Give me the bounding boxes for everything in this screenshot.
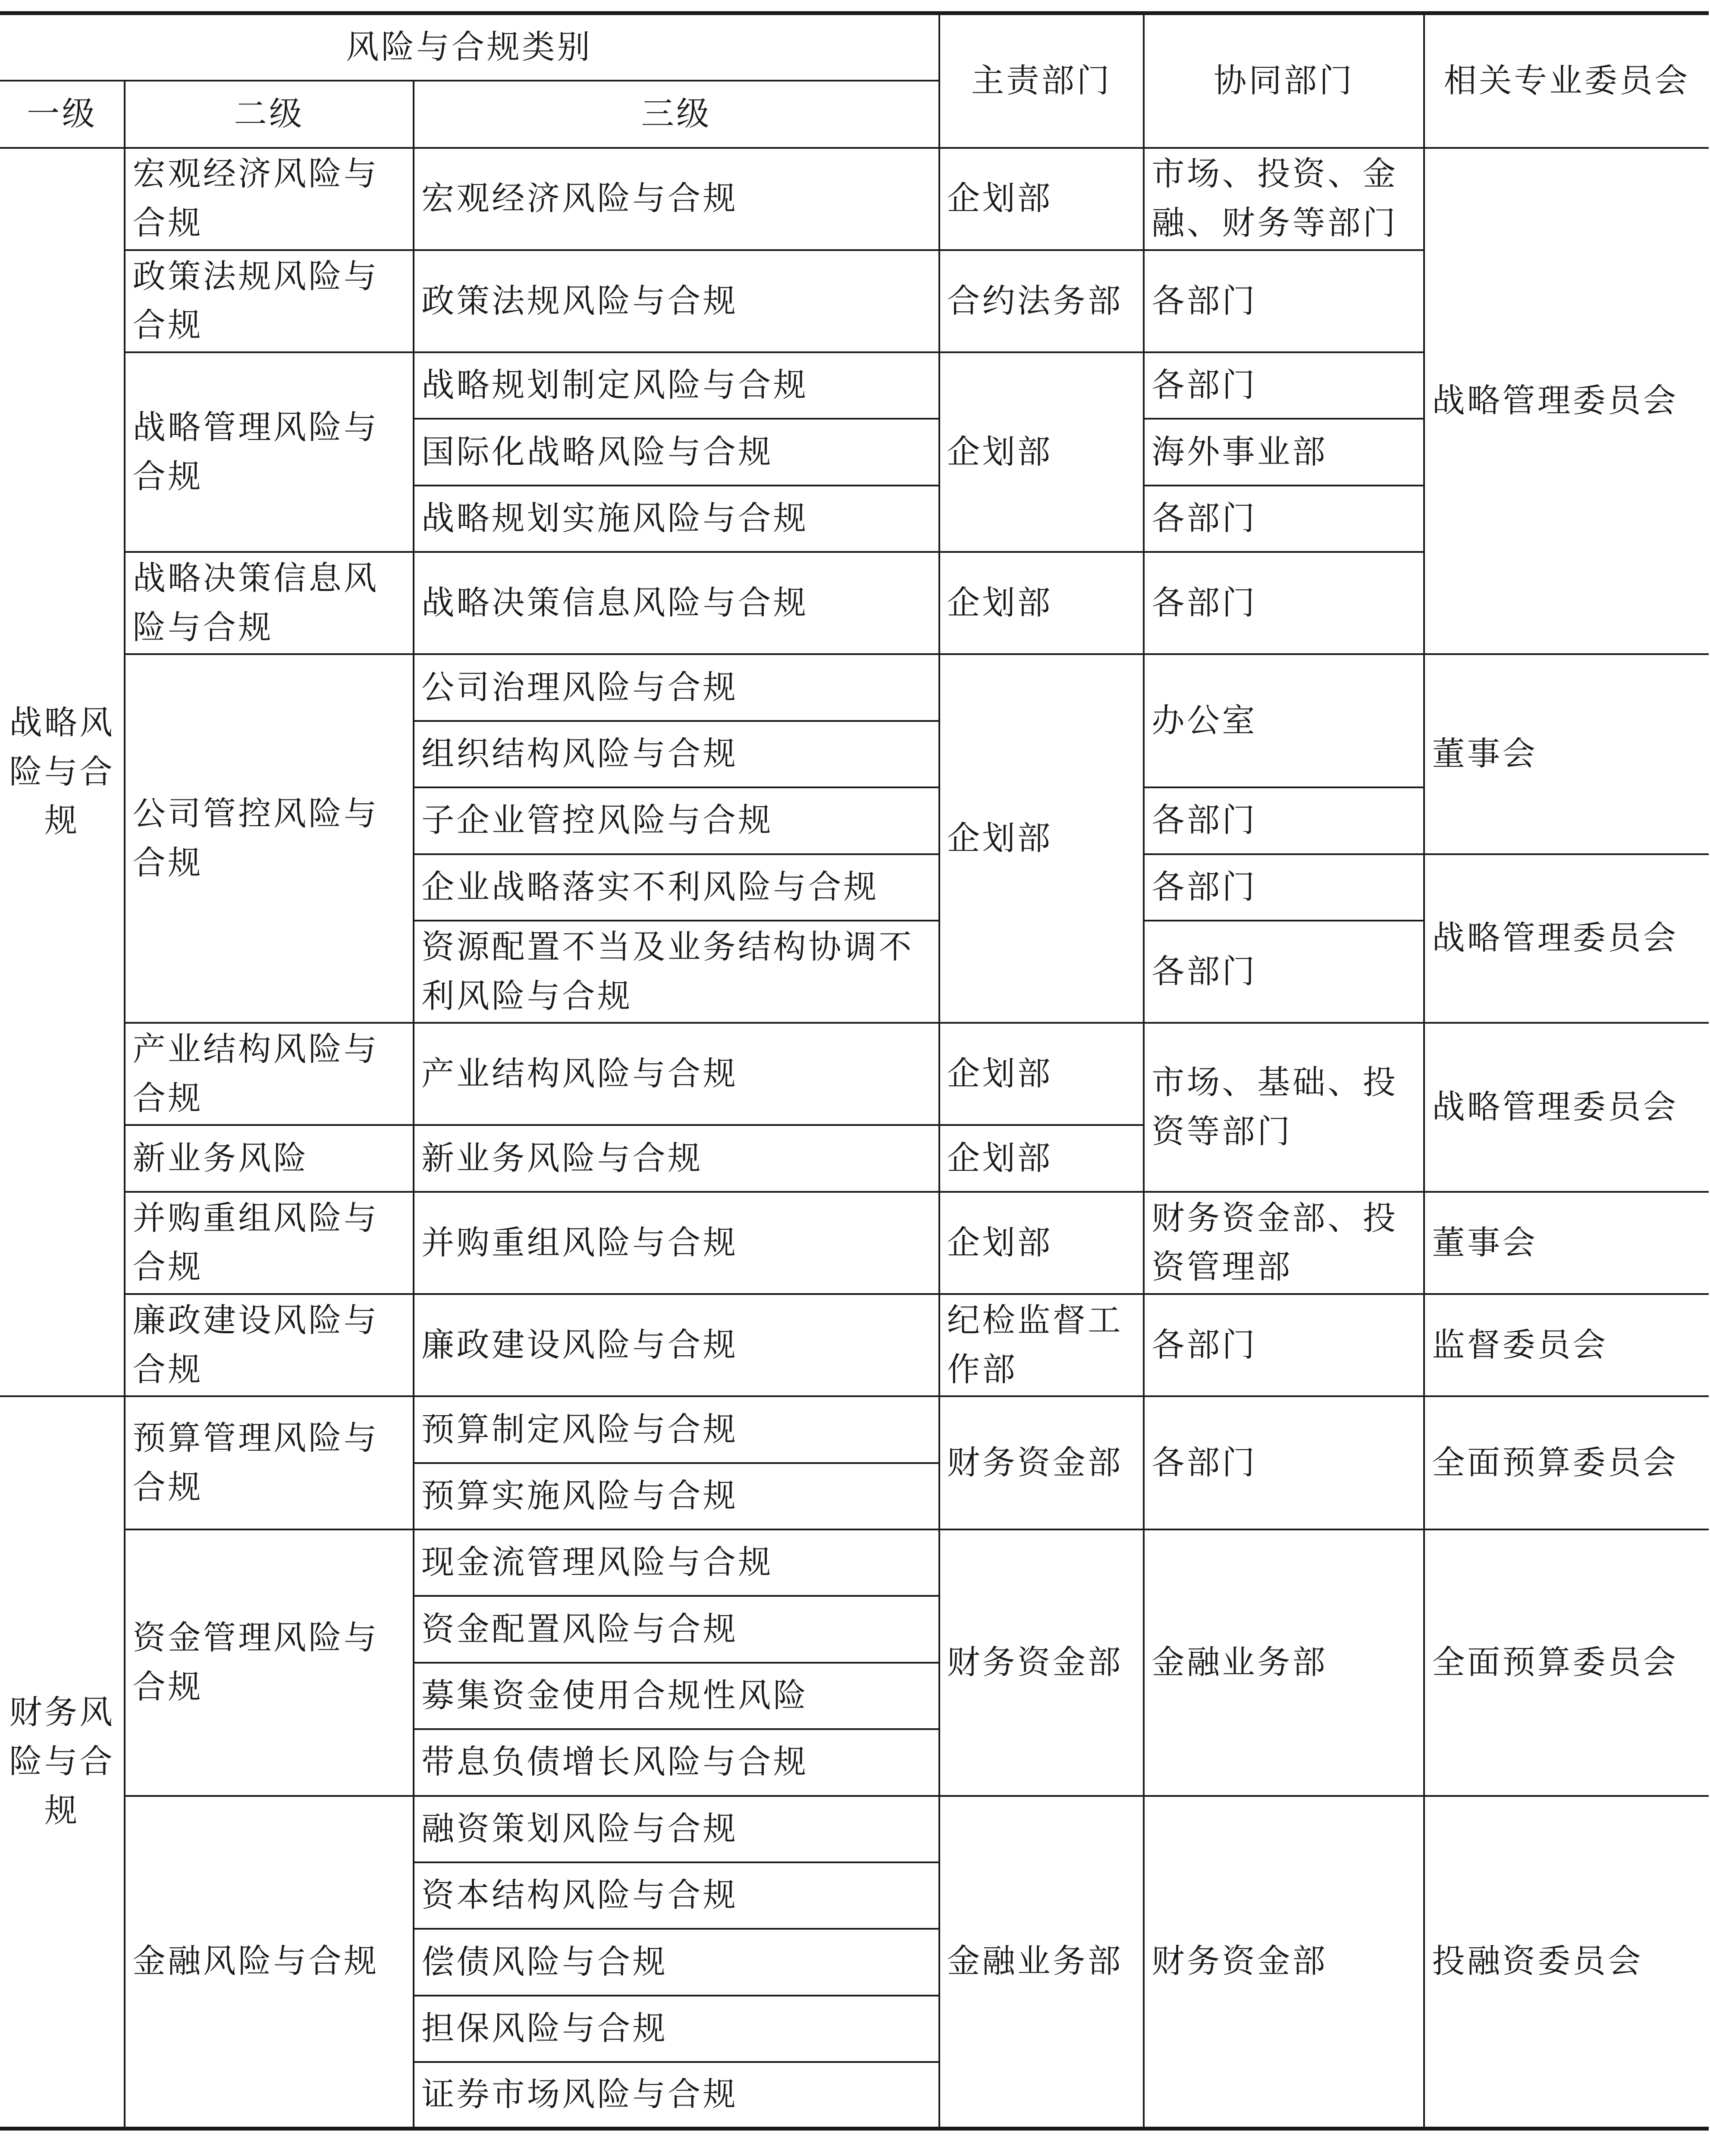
coop-dept-cell: 金融业务部: [1144, 1529, 1424, 1796]
level3-cell: 战略决策信息风险与合规: [414, 552, 939, 654]
level3-cell: 证券市场风险与合规: [414, 2062, 939, 2128]
level3-cell: 预算制定风险与合规: [414, 1396, 939, 1463]
table-row: [0, 1529, 1709, 1596]
coop-dept-cell: 各部门: [1144, 921, 1424, 1023]
level3-cell: 产业结构风险与合规: [414, 1023, 939, 1125]
lead-dept-cell: 金融业务部: [939, 1796, 1144, 2129]
header-coop-dept: 协同部门: [1144, 13, 1424, 148]
header-lead-dept: 主责部门: [939, 13, 1144, 148]
coop-dept-cell: 各部门: [1144, 486, 1424, 552]
level3-cell: 融资策划风险与合规: [414, 1796, 939, 1862]
coop-dept-cell: 市场、投资、金融、财务等部门: [1144, 148, 1424, 250]
level3-cell: 担保风险与合规: [414, 1996, 939, 2062]
level3-cell: 资本结构风险与合规: [414, 1862, 939, 1929]
coop-dept-cell: 海外事业部: [1144, 419, 1424, 485]
committee-cell: 战略管理委员会: [1424, 854, 1709, 1023]
header-committee: 相关专业委员会: [1424, 13, 1709, 148]
level3-cell: 战略规划实施风险与合规: [414, 486, 939, 552]
table-row: [0, 654, 1709, 721]
coop-dept-cell: 办公室: [1144, 654, 1424, 787]
table-row: [0, 148, 1709, 250]
level3-cell: 政策法规风险与合规: [414, 250, 939, 352]
level2-cell: 廉政建设风险与合规: [125, 1294, 414, 1396]
level3-cell: 资金配置风险与合规: [414, 1596, 939, 1662]
level2-cell: 并购重组风险与合规: [125, 1192, 414, 1294]
level2-cell: 战略管理风险与合规: [125, 352, 414, 552]
level3-cell: 子企业管控风险与合规: [414, 787, 939, 854]
level3-cell: 新业务风险与合规: [414, 1125, 939, 1191]
level1-finance: 财务风险与合规: [0, 1396, 125, 2128]
committee-cell: 战略管理委员会: [1424, 148, 1709, 655]
level3-cell: 募集资金使用合规性风险: [414, 1663, 939, 1729]
table-row: [0, 1023, 1709, 1125]
coop-dept-cell: 各部门: [1144, 250, 1424, 352]
level2-cell: 战略决策信息风险与合规: [125, 552, 414, 654]
level2-cell: 新业务风险: [125, 1125, 414, 1191]
coop-dept-cell: 各部门: [1144, 854, 1424, 921]
level3-cell: 偿债风险与合规: [414, 1929, 939, 1995]
lead-dept-cell: 企划部: [939, 1023, 1144, 1125]
level3-cell: 现金流管理风险与合规: [414, 1529, 939, 1596]
level2-cell: 资金管理风险与合规: [125, 1529, 414, 1796]
level3-cell: 带息负债增长风险与合规: [414, 1729, 939, 1796]
table-row: [0, 1192, 1709, 1294]
level2-cell: 产业结构风险与合规: [125, 1023, 414, 1125]
coop-dept-cell: 各部门: [1144, 1396, 1424, 1529]
coop-dept-cell: 各部门: [1144, 352, 1424, 419]
level3-cell: 战略规划制定风险与合规: [414, 352, 939, 419]
lead-dept-cell: 企划部: [939, 654, 1144, 1023]
risk-compliance-table: [0, 11, 1709, 2131]
coop-dept-cell: 财务资金部: [1144, 1796, 1424, 2129]
level3-cell: 国际化战略风险与合规: [414, 419, 939, 485]
committee-cell: 董事会: [1424, 1192, 1709, 1294]
lead-dept-cell: 纪检监督工作部: [939, 1294, 1144, 1396]
header-level3: 三级: [414, 81, 939, 148]
coop-dept-cell: 各部门: [1144, 1294, 1424, 1396]
level3-cell: 组织结构风险与合规: [414, 721, 939, 787]
coop-dept-cell: 财务资金部、投资管理部: [1144, 1192, 1424, 1294]
committee-cell: 投融资委员会: [1424, 1796, 1709, 2129]
lead-dept-cell: 企划部: [939, 552, 1144, 654]
lead-dept-cell: 合约法务部: [939, 250, 1144, 352]
level3-cell: 企业战略落实不利风险与合规: [414, 854, 939, 921]
level3-cell: 并购重组风险与合规: [414, 1192, 939, 1294]
header-level1: 一级: [0, 81, 125, 148]
committee-cell: 董事会: [1424, 654, 1709, 854]
coop-dept-cell: 各部门: [1144, 552, 1424, 654]
header-level2: 二级: [125, 81, 414, 148]
table-row: [0, 1796, 1709, 1862]
committee-cell: 全面预算委员会: [1424, 1396, 1709, 1529]
table-row: [0, 1396, 1709, 1463]
coop-dept-cell: 各部门: [1144, 787, 1424, 854]
level3-cell: 公司治理风险与合规: [414, 654, 939, 721]
header-category: 风险与合规类别: [0, 13, 939, 81]
lead-dept-cell: 企划部: [939, 148, 1144, 250]
level3-cell: 资源配置不当及业务结构协调不利风险与合规: [414, 921, 939, 1023]
level2-cell: 宏观经济风险与合规: [125, 148, 414, 250]
level3-cell: 预算实施风险与合规: [414, 1463, 939, 1529]
level1-strategy: 战略风险与合规: [0, 148, 125, 1397]
lead-dept-cell: 企划部: [939, 352, 1144, 552]
level3-cell: 宏观经济风险与合规: [414, 148, 939, 250]
header-row: [0, 13, 1709, 81]
lead-dept-cell: 财务资金部: [939, 1396, 1144, 1529]
committee-cell: 战略管理委员会: [1424, 1023, 1709, 1192]
committee-cell: 全面预算委员会: [1424, 1529, 1709, 1796]
lead-dept-cell: 企划部: [939, 1192, 1144, 1294]
level2-cell: 预算管理风险与合规: [125, 1396, 414, 1529]
level3-cell: 廉政建设风险与合规: [414, 1294, 939, 1396]
coop-dept-cell: 市场、基础、投资等部门: [1144, 1023, 1424, 1192]
committee-cell: 监督委员会: [1424, 1294, 1709, 1396]
level2-cell: 金融风险与合规: [125, 1796, 414, 2129]
lead-dept-cell: 企划部: [939, 1125, 1144, 1191]
level2-cell: 公司管控风险与合规: [125, 654, 414, 1023]
lead-dept-cell: 财务资金部: [939, 1529, 1144, 1796]
level2-cell: 政策法规风险与合规: [125, 250, 414, 352]
table-row: [0, 1294, 1709, 1396]
